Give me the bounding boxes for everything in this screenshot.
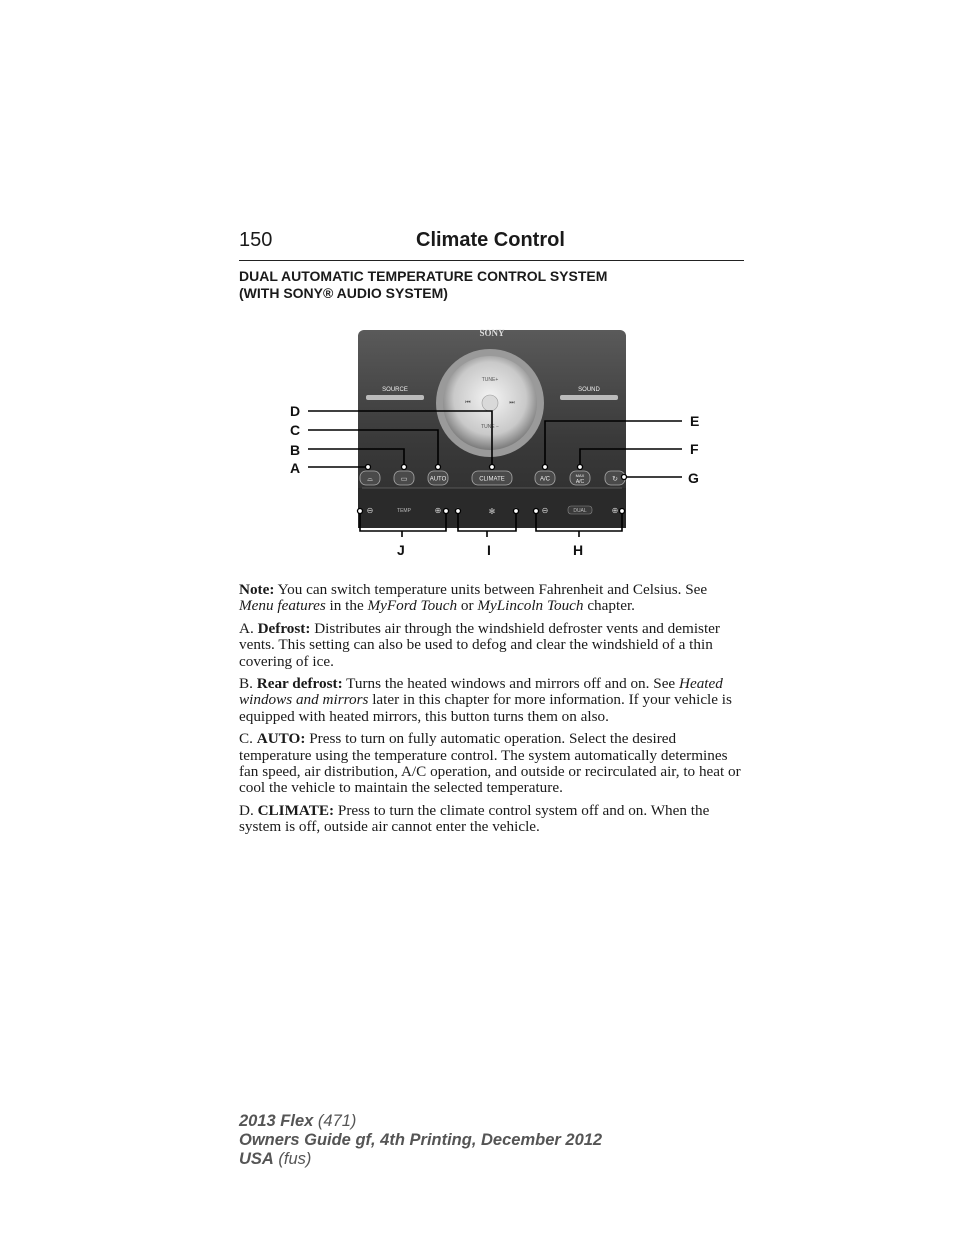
- item-c-term: AUTO:: [256, 730, 306, 748]
- page-header: [239, 229, 744, 261]
- ac-button[interactable]: [535, 471, 555, 485]
- footer-line-3: [239, 1150, 744, 1169]
- tune-minus-label: TUNE −: [481, 424, 499, 430]
- item-b-ref-heated-windows: Heated windows and mirrors: [239, 675, 723, 709]
- note-text-2: in the: [325, 597, 368, 615]
- note-ref-myford-touch: MyFord Touch: [367, 597, 458, 615]
- auto-label: AUTO: [429, 476, 447, 483]
- temp-label: TEMP: [397, 508, 411, 514]
- item-d-prefix: D.: [239, 801, 258, 819]
- max-ac-button[interactable]: [570, 471, 590, 485]
- callout-h: H: [573, 542, 584, 558]
- rear-defrost-button[interactable]: [394, 471, 414, 485]
- max-ac-label: A/C: [575, 479, 585, 485]
- footer-model-code: (471): [313, 1112, 357, 1130]
- callout-g: G: [688, 470, 699, 486]
- control-panel-illustration: [280, 325, 710, 565]
- passenger-temp-minus-icon[interactable]: ⊖: [541, 506, 549, 515]
- item-b-text-1: Turns the heated windows and mirrors off and on. See: [342, 675, 679, 693]
- note-text-4: chapter.: [583, 597, 635, 615]
- climate-control-figure: [280, 325, 710, 565]
- dual-label: DUAL: [573, 508, 587, 514]
- item-b-text-2: later in this chapter for more information. If your vehicle is equipped with heated mirrors, this button turns them on also.: [239, 691, 732, 725]
- page-footer: [239, 1112, 744, 1169]
- callout-d: D: [290, 403, 301, 419]
- item-c-text: Press to turn on fully automatic operation. Select the desired temperature using the temperature control. The system automatically determines fan speed, air distribution, A/C operation, and outside or recirculated air, to heat or cool the vehicle to maintain the selected temperature.: [239, 730, 741, 797]
- power-button[interactable]: [482, 395, 498, 411]
- callout-c: C: [290, 422, 301, 438]
- seek-back-icon: ⏮: [465, 400, 471, 406]
- footer-region: USA: [239, 1150, 274, 1168]
- rear-defrost-icon: ▭: [400, 475, 408, 483]
- seek-forward-icon: ⏭: [509, 400, 515, 406]
- footer-region-code: (fus): [273, 1150, 312, 1168]
- body-text: [239, 582, 744, 842]
- section-heading-line-2: (WITH SONY® AUDIO SYSTEM): [239, 285, 448, 301]
- source-label: SOURCE: [382, 387, 408, 393]
- max-label: MAX: [575, 473, 585, 478]
- climate-button[interactable]: [472, 471, 512, 485]
- item-a-term: Defrost:: [257, 619, 311, 637]
- callout-a: A: [290, 460, 301, 476]
- item-a-paragraph: [239, 621, 744, 670]
- note-label: Note:: [239, 581, 275, 598]
- defrost-button[interactable]: [360, 471, 380, 485]
- item-b-paragraph: [239, 676, 744, 725]
- callout-i: I: [487, 542, 491, 558]
- temp-minus-icon[interactable]: ⊖: [366, 506, 374, 515]
- sound-label: SOUND: [578, 387, 600, 393]
- callout-j: J: [397, 542, 405, 558]
- sound-button[interactable]: [560, 395, 618, 400]
- callout-f: F: [690, 441, 699, 457]
- item-b-prefix: B.: [239, 675, 257, 693]
- defrost-icon: ⌓: [367, 475, 373, 483]
- callout-e: E: [690, 413, 700, 429]
- temp-plus-icon[interactable]: ⊕: [434, 506, 442, 515]
- item-d-paragraph: [239, 803, 744, 836]
- footer-printing: Owners Guide gf, 4th Printing, December 2012: [239, 1131, 603, 1149]
- page-number: 150: [239, 229, 273, 251]
- ac-label: A/C: [539, 476, 551, 483]
- fan-icon: ✻: [488, 507, 496, 516]
- note-ref-menu-features: Menu features: [239, 597, 326, 615]
- item-b-term: Rear defrost:: [256, 675, 343, 693]
- note-ref-mylincoln-touch: MyLincoln Touch: [477, 597, 584, 615]
- item-d-term: CLIMATE:: [257, 801, 335, 819]
- note-paragraph: [239, 582, 744, 615]
- climate-label: CLIMATE: [479, 476, 505, 483]
- footer-line-1: [239, 1112, 744, 1131]
- chapter-title: Climate Control: [416, 229, 565, 251]
- brand-logo: SONY: [479, 328, 505, 338]
- callout-b: B: [290, 442, 301, 458]
- item-c-prefix: C.: [239, 730, 257, 748]
- source-button[interactable]: [366, 395, 424, 400]
- passenger-temp-plus-icon[interactable]: ⊕: [611, 506, 619, 515]
- item-c-paragraph: [239, 731, 744, 797]
- note-text-3: or: [457, 597, 478, 615]
- item-a-prefix: A.: [239, 619, 258, 637]
- item-d-text: Press to turn the climate control system off and on. When the system is off, outside air cannot enter the vehicle.: [239, 801, 710, 836]
- section-heading: [239, 268, 744, 302]
- footer-line-2: [239, 1131, 744, 1150]
- footer-model: 2013 Flex: [239, 1112, 314, 1130]
- item-a-text: Distributes air through the windshield defroster vents and demister vents. This setting can also be used to defog and clear the windshield of a thin covering of ice.: [239, 619, 720, 670]
- section-heading-line-1: DUAL AUTOMATIC TEMPERATURE CONTROL SYSTEM: [239, 268, 608, 284]
- auto-button[interactable]: [428, 471, 448, 485]
- recirculation-icon: ↻: [612, 475, 618, 483]
- note-text-1: You can switch temperature units between Fahrenheit and Celsius. See: [274, 581, 708, 598]
- tune-plus-label: TUNE+: [481, 377, 499, 383]
